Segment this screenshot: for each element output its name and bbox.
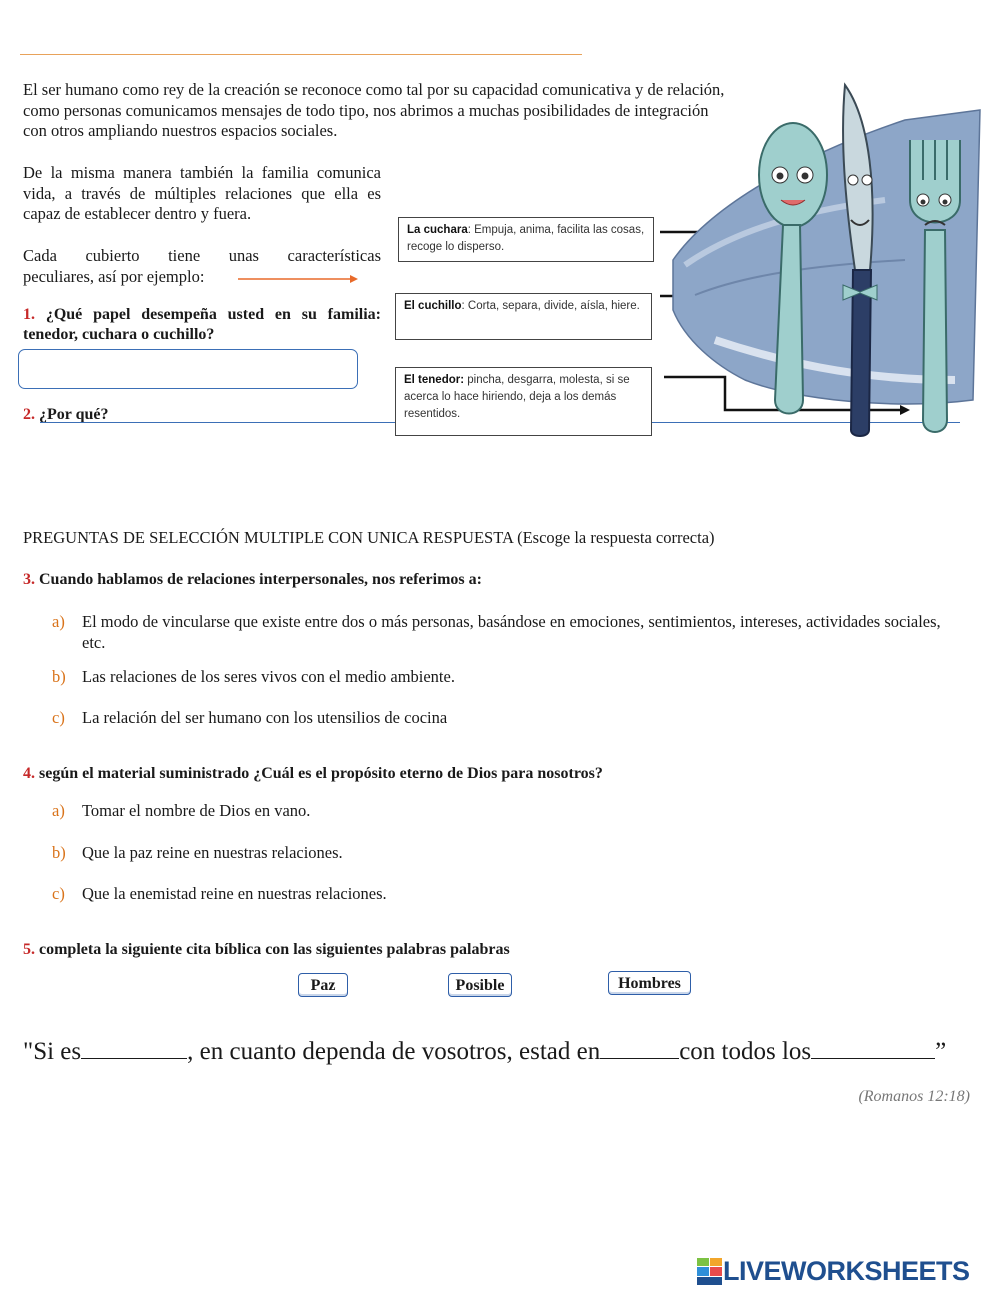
intro-line: vida, a través de múltiples relaciones que ella es [23, 183, 381, 203]
info-text: : Corta, separa, divide, aísla, hiere. [461, 300, 640, 312]
info-text: : Empuja, anima, facilita las cosas, recoge lo disperso. [407, 224, 645, 253]
quote-text: con todos los [679, 1038, 812, 1065]
intro-paragraph-2 [23, 163, 381, 225]
option-3c[interactable] [52, 707, 447, 728]
option-text: Que la paz reine en nuestras relaciones. [82, 843, 343, 862]
question-text: según el material suministrado ¿Cuál es el propósito eterno de Dios para nosotros? [39, 765, 603, 782]
question-number: 5. [23, 941, 35, 958]
question-text: completa la siguiente cita bíblica con las siguientes palabras palabras [39, 941, 510, 958]
intro-line: Cada cubierto tiene unas características [23, 246, 381, 265]
quote-text: "Si es [23, 1038, 82, 1065]
option-text: Que la enemistad reine en nuestras relaciones. [82, 884, 387, 903]
question-number: 4. [23, 765, 35, 782]
info-label: El cuchillo [404, 300, 462, 312]
intro-line: capaz de establecer dentro y fuera. [23, 204, 252, 223]
answer-box-q1[interactable] [18, 349, 358, 389]
question-number: 1. [23, 306, 35, 323]
intro-line: peculiares, así por ejemplo: [23, 266, 205, 286]
option-4a[interactable] [52, 800, 310, 821]
option-letter: b) [52, 667, 66, 686]
question-text: Cuando hablamos de relaciones interpersonales, nos referimos a: [39, 571, 482, 588]
option-letter: c) [52, 884, 65, 903]
option-4c[interactable] [52, 883, 387, 904]
liveworksheets-logo [697, 1256, 970, 1287]
bible-quote [23, 1036, 946, 1066]
question-3 [23, 571, 482, 589]
option-text: La relación del ser humano con los utensilios de cocina [82, 708, 448, 727]
option-text: Tomar el nombre de Dios en vano. [82, 801, 311, 820]
option-text: El modo de vincularse que existe entre dos o más personas, basándose en emociones, sentimientos, intereses, actividades sociales, etc. [82, 612, 941, 652]
cutlery-illustration [655, 80, 985, 440]
info-label: La cuchara [407, 224, 468, 236]
option-letter: a) [52, 612, 65, 631]
option-text: Las relaciones de los seres vivos con el medio ambiente. [82, 667, 455, 686]
question-4 [23, 765, 603, 783]
option-letter: a) [52, 801, 65, 820]
intro-line: con otros ampliando nuestros espacios sociales. [23, 121, 338, 140]
word-button-paz[interactable]: Paz [298, 973, 348, 997]
info-text: pincha, desgarra, molesta, si se acerca lo hace hiriendo, deja a los demás resentidos. [404, 374, 630, 420]
quote-text: ” [935, 1038, 947, 1065]
question-text: ¿Por qué? [39, 406, 109, 423]
intro-line: De la misma manera también la familia comunica [23, 163, 381, 182]
orange-arrow-icon [238, 272, 358, 286]
section-heading: PREGUNTAS DE SELECCIÓN MULTIPLE CON UNICA RESPUESTA (Escoge la respuesta correcta) [23, 528, 715, 547]
logo-text: LIVEWORKSHEETS [723, 1256, 970, 1286]
option-3a[interactable] [52, 611, 962, 653]
intro-line: El ser humano como rey de la creación se reconoce como tal por su capacidad comunicativa y de relación, [23, 80, 725, 99]
question-text: ¿Qué papel desempeña usted en su familia: [45, 306, 381, 323]
info-box-cuchillo [395, 293, 652, 340]
option-letter: b) [52, 843, 66, 862]
info-label: El tenedor: [404, 374, 465, 386]
logo-badge-icon [697, 1258, 723, 1286]
word-button-posible[interactable]: Posible [448, 973, 512, 997]
question-number: 2. [23, 406, 35, 423]
option-4b[interactable] [52, 842, 343, 863]
top-divider [20, 54, 582, 55]
question-1 [23, 305, 381, 345]
info-box-tenedor [395, 367, 652, 436]
info-box-cuchara [398, 217, 654, 262]
option-3b[interactable] [52, 666, 455, 687]
blank-field-1[interactable] [81, 1036, 187, 1059]
intro-line: como personas comunicamos mensajes de todo tipo, nos abrimos a muchas posibilidades de integración [23, 100, 709, 120]
blank-field-3[interactable] [811, 1036, 935, 1059]
blank-field-2[interactable] [600, 1036, 679, 1059]
word-button-hombres[interactable]: Hombres [608, 971, 691, 995]
question-text: tenedor, cuchara o cuchillo? [23, 326, 215, 343]
option-letter: c) [52, 708, 65, 727]
question-number: 3. [23, 571, 35, 588]
quote-text: , en cuanto dependa de vosotros, estad en [187, 1038, 601, 1065]
quote-reference: (Romanos 12:18) [858, 1088, 970, 1105]
question-5 [23, 941, 510, 959]
